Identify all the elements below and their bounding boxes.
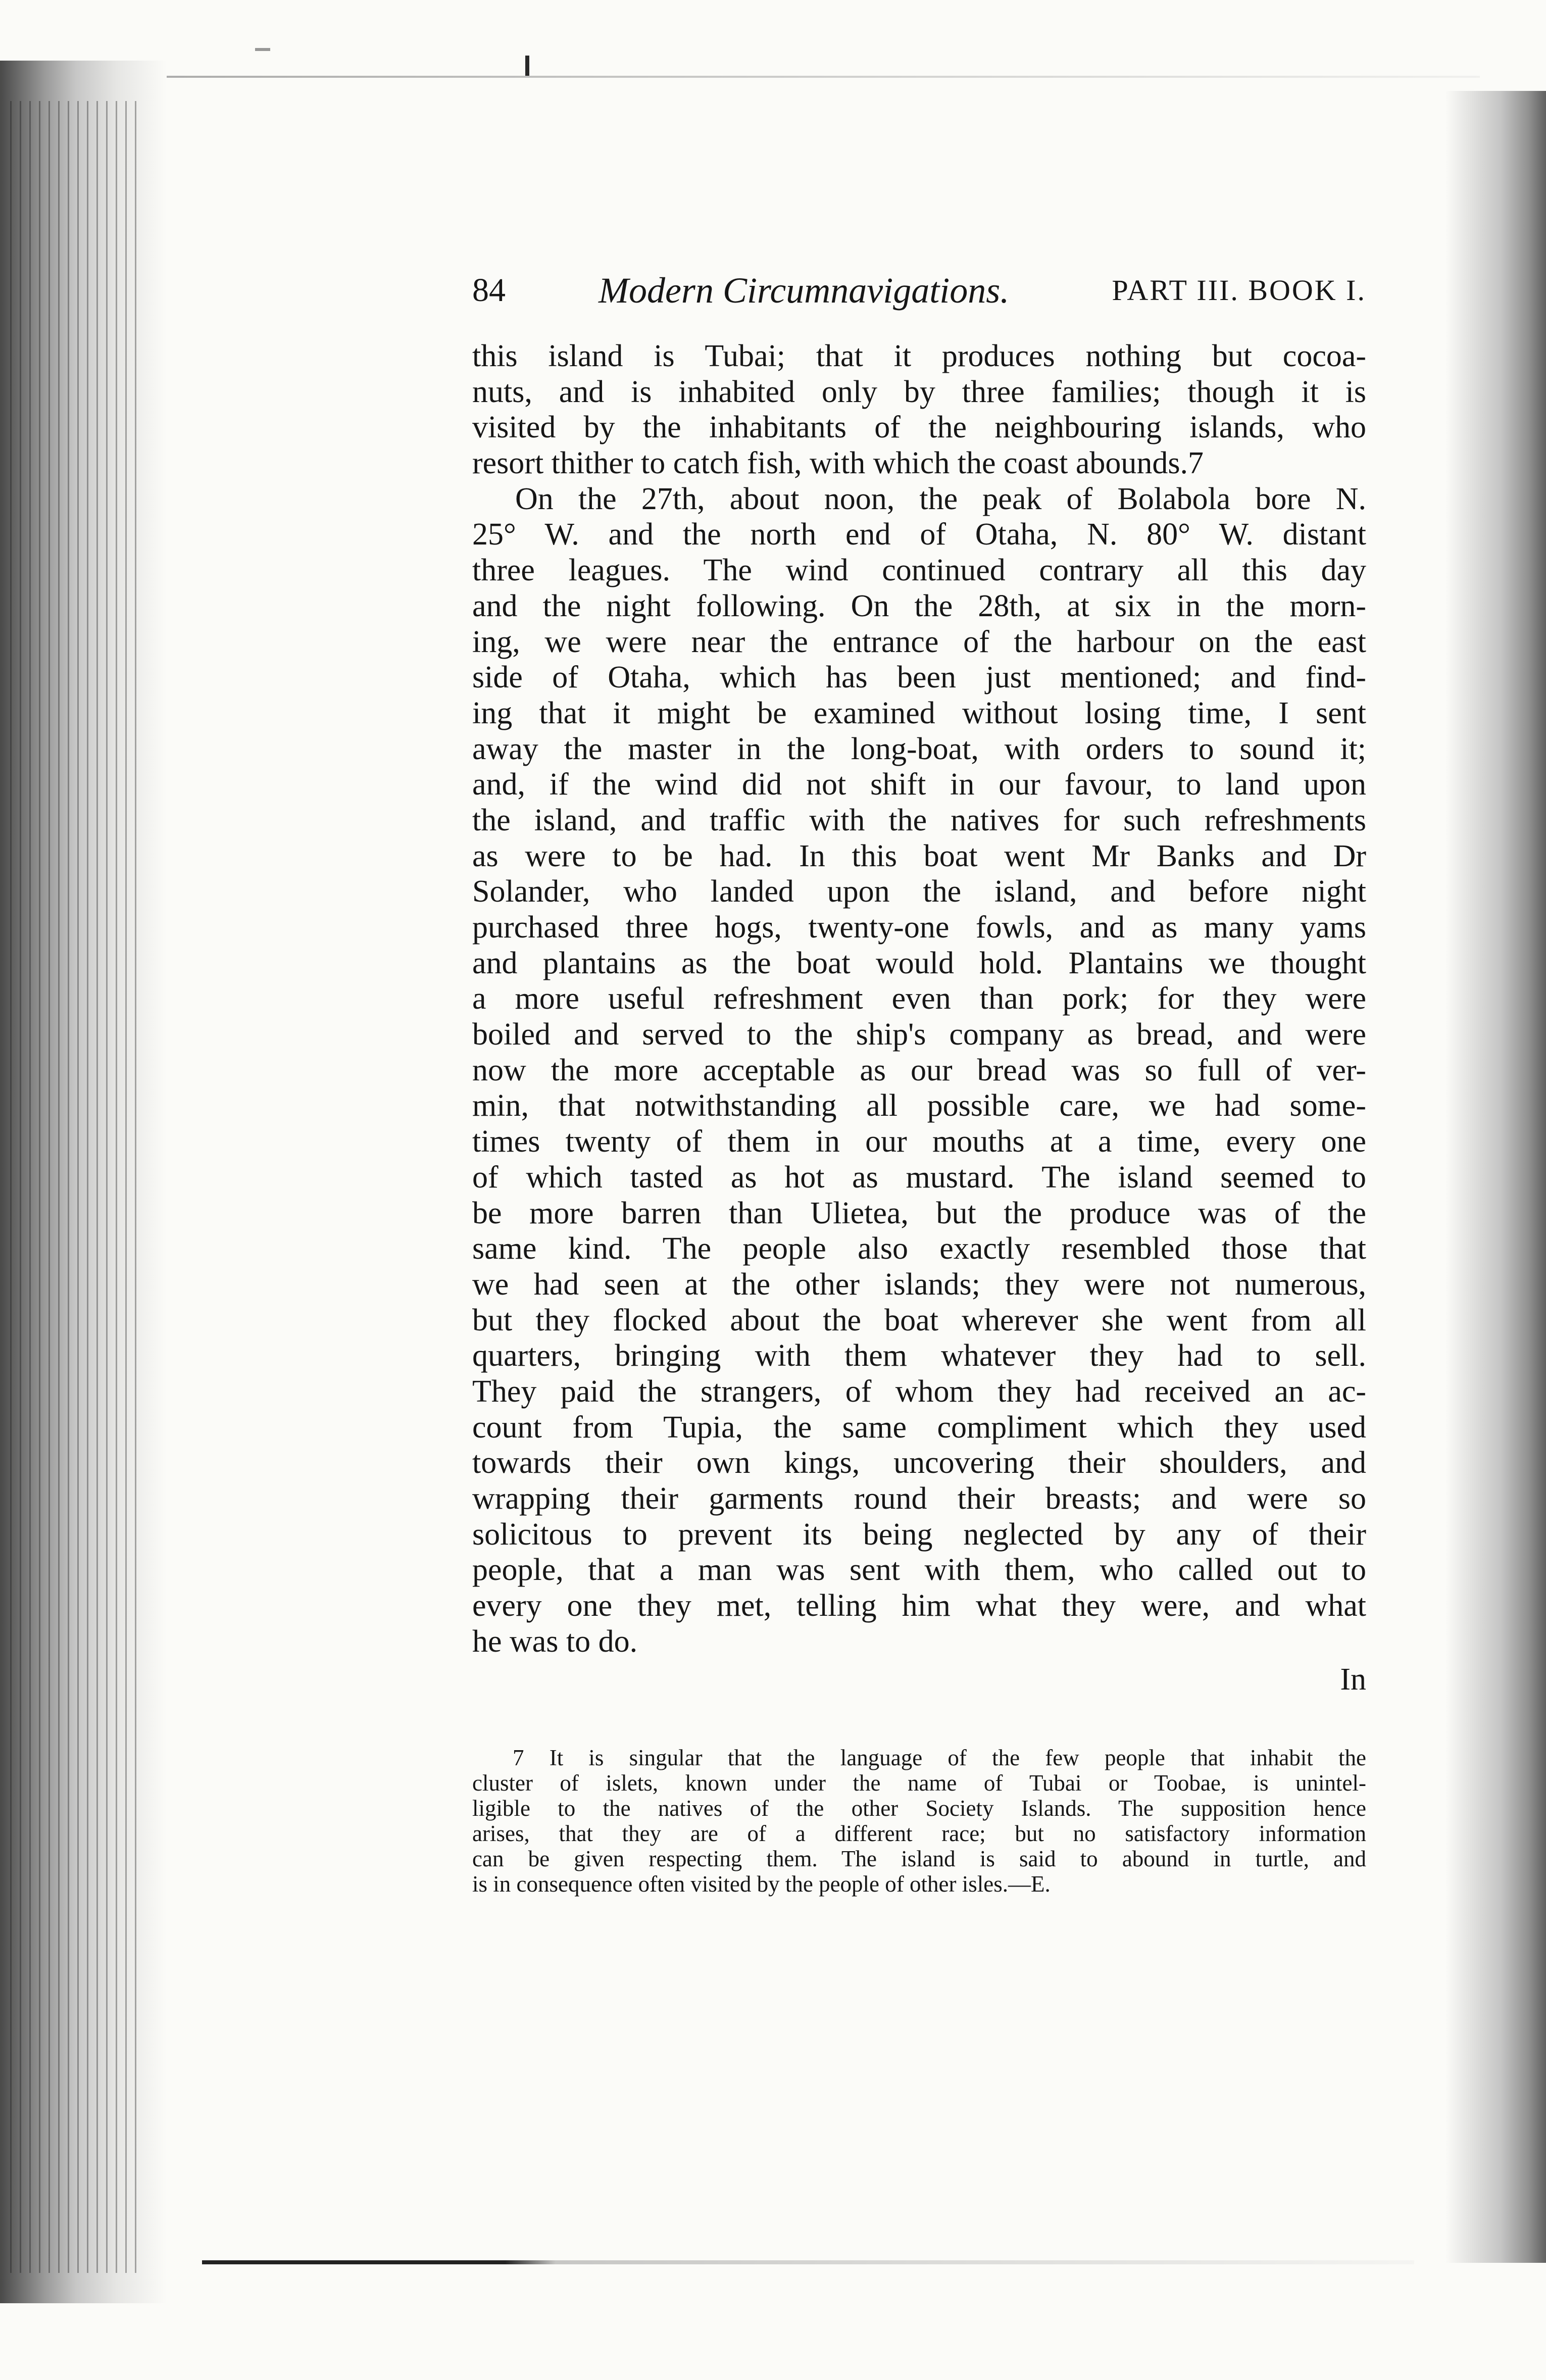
body-line: quarters, bringing with them whatever they had to sell. (472, 1338, 1366, 1373)
body-line: and, if the wind did not shift in our favour, to land upon (472, 767, 1366, 802)
body-text (472, 338, 1366, 1659)
body-line: solicitous to prevent its being neglected by any of their (472, 1517, 1366, 1552)
body-line: this island is Tubai; that it produces nothing but cocoa- (472, 339, 1366, 373)
body-line: a more useful refreshment even than pork; for they were (472, 981, 1366, 1016)
body-line: min, that notwithstanding all possible care, we had some- (472, 1088, 1366, 1123)
body-line: side of Otaha, which has been just mentioned; and find- (472, 660, 1366, 695)
footnote-line: is in consequence often visited by the people of other isles.—E. (472, 1871, 1051, 1897)
body-line: he was to do. (472, 1624, 638, 1659)
body-line: resort thither to catch fish, with which the coast abounds.7 (472, 446, 1204, 481)
binding-streaks-left (10, 101, 136, 2273)
body-line: ing, we were near the entrance of the harbour on the east (472, 624, 1366, 659)
body-line: the island, and traffic with the natives for such refreshments (472, 803, 1366, 837)
body-line: away the master in the long-boat, with orders to sound it; (472, 731, 1366, 766)
running-title: Modern Circumnavigations. (599, 270, 1010, 311)
part-book-label: PART III. BOOK I. (1112, 274, 1366, 307)
body-line: They paid the strangers, of whom they had received an ac- (472, 1374, 1366, 1409)
body-line: boiled and served to the ship's company as bread, and were (472, 1017, 1366, 1052)
body-line: and the night following. On the 28th, at six in the morn- (472, 588, 1366, 623)
body-line: On the 27th, about noon, the peak of Bolabola bore N. (515, 481, 1366, 516)
top-scan-line (167, 76, 1480, 78)
body-line: ing that it might be examined without losing time, I sent (472, 696, 1366, 730)
body-line: every one they met, telling him what they were, and what (472, 1589, 1366, 1623)
footnote-line: 7 It is singular that the language of the few people that inhabit the (513, 1745, 1366, 1770)
body-line: be more barren than Ulietea, but the produce was of the (472, 1196, 1366, 1230)
stray-mark (255, 48, 270, 51)
catchword: In (1340, 1662, 1366, 1697)
body-line: Solander, who landed upon the island, and before night (472, 874, 1366, 909)
body-line: times twenty of them in our mouths at a time, every one (472, 1124, 1366, 1159)
footnote-line: ligible to the natives of the other Society Islands. The supposition hence (472, 1796, 1366, 1821)
body-line: same kind. The people also exactly resembled those that (472, 1231, 1366, 1266)
body-line: visited by the inhabitants of the neighbouring islands, who (472, 410, 1366, 445)
footnote-line: arises, that they are of a different race; but no satisfactory information (472, 1821, 1366, 1846)
body-line: people, that a man was sent with them, who called out to (472, 1553, 1366, 1588)
stray-mark (525, 56, 529, 76)
footnote-line: cluster of islets, known under the name of Tubai or Toobae, is unintel- (472, 1770, 1366, 1796)
footnote-line: can be given respecting them. The island is said to abound in turtle, and (472, 1846, 1366, 1871)
bottom-scan-line (202, 2260, 1414, 2264)
body-line: wrapping their garments round their breasts; and were so (472, 1481, 1366, 1516)
body-line: nuts, and is inhabited only by three families; though it is (472, 374, 1366, 409)
body-line: as were to be had. In this boat went Mr Banks and Dr (472, 838, 1366, 873)
body-line: and plantains as the boat would hold. Plantains we thought (472, 946, 1366, 980)
body-line: but they flocked about the boat wherever she went from all (472, 1303, 1366, 1337)
body-line: now the more acceptable as our bread was so full of ver- (472, 1053, 1366, 1087)
body-line: 25° W. and the north end of Otaha, N. 80° W. distant (472, 517, 1366, 552)
page-edge-shadow-right (1445, 91, 1546, 2263)
body-line: count from Tupia, the same compliment which they used (472, 1410, 1366, 1445)
footnote (472, 1745, 1366, 1897)
body-line: three leagues. The wind continued contrary all this day (472, 553, 1366, 588)
page-number: 84 (472, 272, 506, 309)
body-line: towards their own kings, uncovering their shoulders, and (472, 1446, 1366, 1480)
body-line: we had seen at the other islands; they were not numerous, (472, 1267, 1366, 1302)
running-head (472, 268, 1366, 313)
body-line: purchased three hogs, twenty-one fowls, and as many yams (472, 910, 1366, 945)
body-line: of which tasted as hot as mustard. The island seemed to (472, 1160, 1366, 1195)
